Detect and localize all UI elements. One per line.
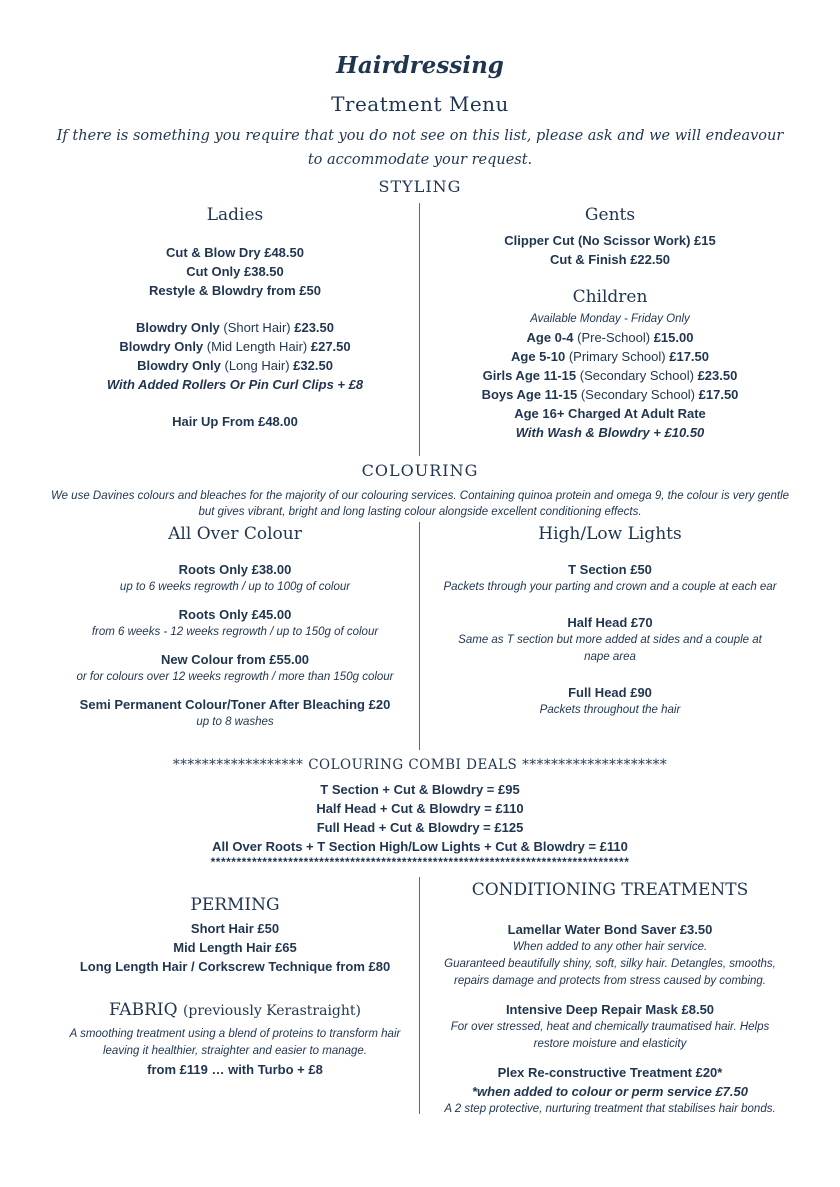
perm-item: Long Length Hair / Corkscrew Technique from £80 [79,959,391,974]
plex-offer: *when added to colour or perm service £7.50 [472,1084,748,1099]
hair-up-item: Hair Up From £48.00 [172,414,298,429]
colouring-intro: We use Davines colours and bleaches for the majority of our colouring services. Containing quinoa protein and omega 9, the colour is very gentle but gives vibrant, bright and long lasting colour alongside excellent conditioning effects. [50,490,790,518]
intro-text: If there is something you require that you do not see on this list, please ask and we will endeavour to accommodate your request. [56,128,784,168]
combi-deals-heading: ****************** COLOURING COMBI DEALS ******************** [172,757,668,773]
lights-note: Packets throughout the hair [539,704,681,716]
ladies-item: Cut & Blow Dry £48.50 [166,245,304,260]
colour-note: from 6 weeks - 12 weeks regrowth / up to 150g of colour [91,626,379,638]
children-item: Boys Age 11-15 (Secondary School) £17.50 [481,387,739,402]
conditioning-section [425,880,795,1118]
ladies-item: Restyle & Blowdry from £50 [149,283,321,298]
blowdry-item: Blowdry Only (Mid Length Hair) £27.50 [119,339,351,354]
conditioning-note: When added to any other hair service. [512,941,708,953]
lights-item: T Section £50 [568,562,652,577]
colour-item: Roots Only £45.00 [178,607,292,622]
fabriq-heading: FABRIQ (previously Kerastraight) [108,1000,361,1020]
adult-rate-item: Age 16+ Charged At Adult Rate [514,406,706,421]
perm-item: Short Hair £50 [190,921,280,936]
ladies-heading: Ladies [206,205,264,225]
perm-item: Mid Length Hair £65 [173,940,297,955]
children-availability: Available Monday - Friday Only [530,313,690,325]
blowdry-item: Blowdry Only (Short Hair) £23.50 [136,320,334,335]
colour-note: up to 6 weeks regrowth / up to 100g of colour [119,581,351,593]
colouring-heading: COLOURING [361,461,479,480]
ladies-section [50,205,420,431]
perming-section [50,895,420,1079]
rollers-addon: With Added Rollers Or Pin Curl Clips + £8 [106,377,364,392]
combi-deals-list [0,780,840,856]
plex-item: Plex Re-constructive Treatment £20* [497,1065,723,1080]
all-over-colour-section [50,524,420,731]
colour-note: or for colours over 12 weeks regrowth / more than 150g colour [76,671,394,683]
colour-item: Roots Only £38.00 [178,562,292,577]
gents-heading: Gents [584,205,636,225]
page-subtitle: Treatment Menu [331,92,509,116]
lights-note: Same as T section but more added at sides and a couple at nape area [458,634,762,663]
combi-item: T Section + Cut & Blowdry = £95 [320,782,520,797]
colour-item: New Colour from £55.00 [160,652,310,667]
colour-item: Semi Permanent Colour/Toner After Bleaching £20 [79,697,391,712]
conditioning-note: For over stressed, heat and chemically traumatised hair. Helps restore moisture and elasticity [450,1021,770,1050]
children-item: Age 5-10 (Primary School) £17.50 [510,349,709,364]
lights-note: Packets through your parting and crown and a couple at each ear [443,581,777,593]
conditioning-note: Guaranteed beautifully shiny, soft, silky hair. Detangles, smooths, repairs damage and protects from stress caused by combing. [444,958,776,987]
gents-section [425,205,795,442]
wash-addon: With Wash & Blowdry + £10.50 [515,425,705,440]
children-item: Girls Age 11-15 (Secondary School) £23.50 [482,368,738,383]
fabriq-price: from £119 … with Turbo + £8 [147,1062,323,1077]
lights-item: Full Head £90 [568,685,652,700]
gents-item: Clipper Cut (No Scissor Work) £15 [504,233,716,248]
combi-item: All Over Roots + T Section High/Low Lights + Cut & Blowdry = £110 [212,839,628,854]
fabriq-description: A smoothing treatment using a blend of proteins to transform hair leaving it healthier, straighter and easier to manage. [69,1028,401,1057]
children-item: Age 0-4 (Pre-School) £15.00 [526,330,694,345]
ladies-item: Cut Only £38.50 [186,264,284,279]
combi-item: Full Head + Cut & Blowdry = £125 [316,820,524,835]
blowdry-item: Blowdry Only (Long Hair) £32.50 [137,358,333,373]
page-title: Hairdressing [336,52,504,79]
combi-item: Half Head + Cut & Blowdry = £110 [316,801,524,816]
styling-heading: STYLING [378,177,462,196]
conditioning-item: Lamellar Water Bond Saver £3.50 [507,922,713,937]
lights-item: Half Head £70 [567,615,653,630]
conditioning-item: Intensive Deep Repair Mask £8.50 [505,1002,715,1017]
colour-note: up to 8 washes [196,716,274,728]
children-heading: Children [572,287,648,307]
perming-heading: PERMING [190,895,280,915]
all-over-heading: All Over Colour [168,524,302,544]
high-low-lights-section [425,524,795,719]
conditioning-heading: CONDITIONING TREATMENTS [471,880,749,900]
plex-note: A 2 step protective, nurturing treatment that stabilises hair bonds. [444,1103,776,1115]
star-divider: ********************************************************************************* [210,855,630,869]
lights-heading: High/Low Lights [538,524,682,544]
gents-item: Cut & Finish £22.50 [550,252,670,267]
